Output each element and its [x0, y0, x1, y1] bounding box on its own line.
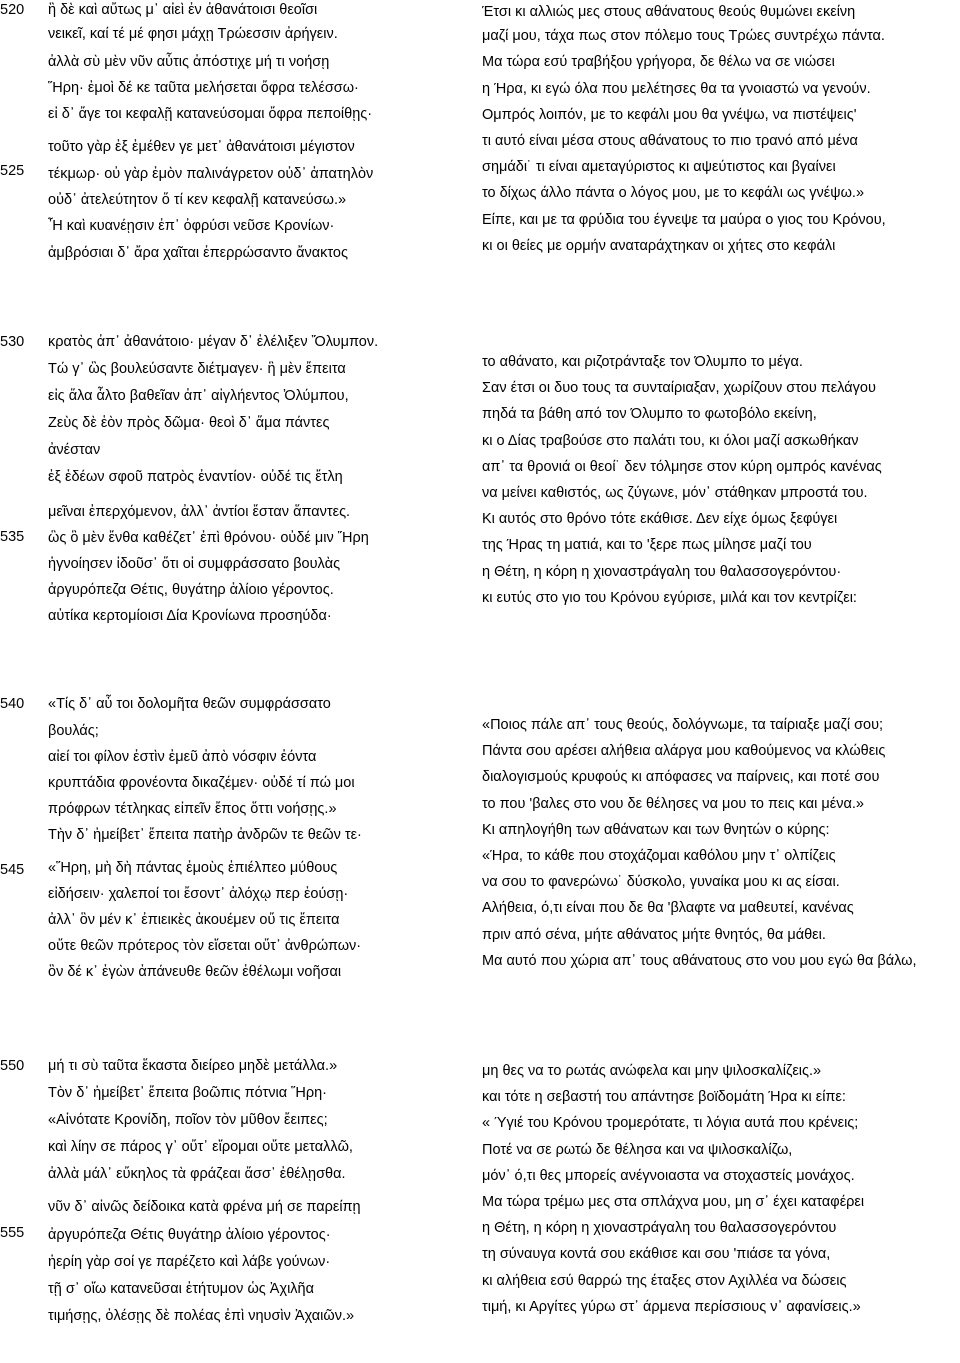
greek-line: τιμήσῃς, ὀλέσῃς δὲ πολέας ἐπὶ νηυσὶν Ἀχαιῶν.»: [48, 1307, 355, 1324]
modern-line: το αθάνατο, και ριζοτράνταξε τον Όλυμπο το μέγα.: [482, 354, 803, 370]
modern-line: Μα τώρα εσύ τραβήξου γρήγορα, δε θέλω να σε νιώσει: [482, 54, 835, 71]
greek-line: ἐξ ἑδέων σφοῦ πατρὸς ἐναντίον· οὐδέ τις ἔτλη: [48, 469, 343, 486]
modern-line: κι ο Δίας τραβούσε στο παλάτι του, κι όλοι μαζί ασκωθήκαν: [482, 432, 859, 449]
greek-line: Τὸν δ᾽ ἠμείβετ᾽ ἔπειτα βοῶπις πότνια Ἥρη·: [48, 1085, 328, 1102]
greek-line: μή τι σὺ ταῦτα ἕκαστα διείρεο μηδὲ μετάλλα.»: [48, 1058, 338, 1074]
modern-line: Κι απηλογήθη των αθάνατων και των θνητών ο κύρης:: [482, 821, 830, 838]
modern-line: τι αυτό είναι μέσα στους αθάνατους το πιο τρανό από μένα: [482, 133, 858, 150]
greek-line: Τὴν δ᾽ ἠμείβετ᾽ ἔπειτα πατὴρ ἀνδρῶν τε θεῶν τε·: [48, 827, 362, 844]
line-number-550: 550: [0, 1058, 25, 1074]
modern-line: Είπε, και με τα φρύδια του έγνεψε τα μαύρα ο γιος του Κρόνου,: [482, 211, 886, 228]
modern-line: «Ποιος πάλε απ᾽ τους θεούς, δολόγνωμε, τα ταίριαξε μαζί σου;: [482, 717, 884, 733]
greek-line: ἀλλὰ σὺ μὲν νῦν αὖτις ἀπόστιχε μή τι νοήσῃ: [48, 54, 330, 71]
modern-line: πηδά τα βάθη από τον Όλυμπο το φωτοβόλο εκείνη,: [482, 406, 817, 423]
modern-line: πριν από σένα, μήτε αθάνατος μήτε θνητός, θα μάθει.: [482, 926, 826, 943]
line-number-530: 530: [0, 334, 25, 350]
modern-line: Πάντα σου αρέσει αλήθεια αλάργα μου καθούμενος να κλώθεις: [482, 743, 886, 760]
modern-line: το που 'βαλες στο νου δε θέλησες να μου το πεις και μένα.»: [482, 795, 864, 812]
modern-line: Μα τώρα τρέμω μες στα σπλάχνα μου, μη σ᾽ έχει καταφέρει: [482, 1194, 865, 1211]
modern-line: «Ήρα, το κάθε που στοχάζομαι καθόλου μην τ᾽ ολπίζεις: [482, 848, 836, 865]
greek-line: αὐτίκα κερτομίοισι Δία Κρονίωνα προσηύδα·: [48, 607, 332, 624]
modern-line: Σαν έτσι οι δυο τους τα συνταίριαξαν, χωρίζουν στου πελάγου: [482, 380, 876, 397]
greek-line: ἀργυρόπεζα Θέτις, θυγάτηρ ἁλίοιο γέροντος.: [48, 581, 334, 598]
modern-line: « Ύγιέ του Κρόνου τρομερότατε, τι λόγια αυτά που κρένεις;: [482, 1115, 859, 1132]
modern-line: κι αλήθεια εσύ θαρρώ της έταξες στον Αχιλλέα να δώσεις: [482, 1272, 847, 1289]
greek-line: Ἥρη· ἐμοὶ δέ κε ταῦτα μελήσεται ὄφρα τελέσσω·: [48, 80, 359, 97]
modern-line: Αλήθεια, ό,τι είναι που δε θα 'βλαφτε να μαθευτεί, κανένας: [482, 900, 854, 917]
modern-line: μόν᾽ ό,τι θες μπορείς ανέγνοιαστα να στοχαστείς μονάχος.: [482, 1167, 855, 1184]
greek-line: ὣς ὃ μὲν ἔνθα καθέζετ᾽ ἐπὶ θρόνου· οὐδέ μιν Ἥρη: [48, 529, 369, 546]
line-number-535: 535: [0, 529, 25, 545]
modern-line: κι ευτύς στο γιο του Κρόνου εγύρισε, μιλά και τον κεντρίζει:: [482, 589, 857, 606]
greek-line: βουλάς;: [48, 723, 99, 740]
greek-line: ἀλλ᾽ ὃν μέν κ᾽ ἐπιεικὲς ἀκουέμεν οὔ τις ἔπειτα: [48, 911, 340, 928]
modern-line: και τότε η σεβαστή του απάντησε βοϊδομάτη Ήρα κι είπε:: [482, 1089, 846, 1106]
greek-line: Τώ γ᾽ ὣς βουλεύσαντε διέτμαγεν· ἣ μὲν ἔπειτα: [48, 361, 346, 378]
modern-line: μη θες να τo ρωτάς ανώφελα και μην ψιλοσκαλίζεις.»: [482, 1063, 822, 1079]
greek-line: Ζεὺς δὲ ἑὸν πρὸς δῶμα· θεοὶ δ᾽ ἅμα πάντες: [48, 415, 330, 432]
modern-line: τιμή, κι Αργίτες γύρω στ᾽ άρμενα περίσσιους ν᾽ αφανίσεις.»: [482, 1298, 861, 1315]
modern-line: μαζί μου, τάχα πως στον πόλεμο τους Τρώες συντρέχω πάντα.: [482, 28, 885, 45]
modern-line: σημάδι˙ τι είναι αμεταγύριστος κι αψεύτιστος και βγαίνει: [482, 159, 836, 176]
greek-text: [48, 0, 458, 265]
modern-line: της Ήρας τη ματιά, και το 'ξερε πως μίλησε μαζί του: [482, 537, 812, 554]
greek-line: τοῦτο γὰρ ἐξ ἐμέθεν γε μετ᾽ ἀθανάτοισι μέγιστον: [48, 139, 355, 156]
modern-line: Μα αυτό που χώρια απ᾽ τους αθάνατους στο νου μου εγώ θα βάλω,: [482, 952, 917, 969]
modern-line: Έτσι κι αλλιώς μες στους αθάνατους θεούς θυμώνει εκείνη: [482, 4, 856, 20]
greek-line: εἰ δ᾽ ἄγε τοι κεφαλῇ κατανεύσομαι ὄφρα πεποίθῃς·: [48, 106, 373, 123]
greek-line: οὐδ᾽ ἀτελεύτητον ὅ τί κεν κεφαλῇ κατανεύσω.»: [48, 191, 347, 208]
greek-line: ἣ δὲ καὶ αὔτως μ᾽ αἰεὶ ἐν ἀθανάτοισι θεοῖσι: [48, 2, 318, 18]
greek-line: ἀργυρόπεζα Θέτις θυγάτηρ ἁλίοιο γέροντος·: [48, 1226, 331, 1243]
greek-line: ἠγνοίησεν ἰδοῦσ᾽ ὅτι οἱ συμφράσσατο βουλὰς: [48, 555, 341, 572]
greek-line: αἰεί τοι φίλον ἐστὶν ἐμεῦ ἀπὸ νόσφιν ἐόντα: [48, 749, 317, 766]
modern-line: κι οι θείες με ορμήν αναταράχτηκαν οι χήτες στο κεφάλι: [482, 237, 836, 254]
greek-line: ὃν δέ κ᾽ ἐγὼν ἀπάνευθε θεῶν ἐθέλωμι νοῆσαι: [48, 963, 342, 980]
greek-text: [48, 330, 458, 628]
greek-line: ἀνέσταν: [48, 442, 101, 459]
line-number-555: 555: [0, 1225, 25, 1241]
modern-greek-text: [482, 350, 960, 610]
greek-line: ἀμβρόσιαι δ᾽ ἄρα χαῖται ἐπερρώσαντο ἄνακτος: [48, 244, 348, 261]
greek-line: νεικεῖ, καί τέ μέ φησι μάχῃ Τρώεσσιν ἀρήγειν.: [48, 26, 338, 43]
greek-line: κρατὸς ἀπ᾽ ἀθανάτοιο· μέγαν δ᾽ ἐλέλιξεν Ὄλυμπον.: [48, 334, 379, 350]
modern-line: Ομπρός λοιπόν, με το κεφάλι μου θα γνέψω, να πιστέψεις': [482, 106, 857, 123]
modern-line: τη σύναυγα κοντά σου εκάθισε και σου 'πιάσε τα γόνα,: [482, 1246, 831, 1263]
greek-text: [48, 692, 458, 984]
modern-greek-text: [482, 0, 960, 258]
line-number-545: 545: [0, 862, 25, 878]
greek-line: ἀλλὰ μάλ᾽ εὔκηλος τὰ φράζεαι ἅσσ᾽ ἐθέλῃσθα.: [48, 1166, 346, 1183]
greek-line: Ἦ καὶ κυανέῃσιν ἐπ᾽ ὀφρύσι νεῦσε Κρονίων·: [48, 217, 335, 234]
greek-line: μεῖναι ἐπερχόμενον, ἀλλ᾽ ἀντίοι ἔσταν ἅπαντες.: [48, 503, 351, 520]
modern-line: να σου το φανερώνω˙ δύσκολο, γυναίκα μου κι ας είσαι.: [482, 874, 840, 891]
greek-line: «Ἥρη, μὴ δὴ πάντας ἐμοὺς ἐπιέλπεο μύθους: [48, 859, 338, 876]
modern-line: απ᾽ τα θρονιά οι θεοί˙ δεν τόλμησε στον κύρη ομπρός κανένας: [482, 458, 882, 475]
greek-line: οὔτε θεῶν πρότερος τὸν εἴσεται οὔτ᾽ ἀνθρώπων·: [48, 937, 362, 954]
greek-line: εἰδήσειν· χαλεποί τοι ἔσοντ᾽ ἀλόχῳ περ ἐούσῃ·: [48, 885, 349, 902]
greek-line: ἠερίη γὰρ σοί γε παρέζετο καὶ λάβε γούνων·: [48, 1253, 331, 1270]
modern-line: το δίχως άλλο πάντα ο λόγος μου, με το κεφάλι ως γνέψω.»: [482, 185, 865, 202]
greek-line: καὶ λίην σε πάρος γ᾽ οὔτ᾽ εἴρομαι οὔτε μεταλλῶ,: [48, 1139, 353, 1156]
greek-line: τέκμωρ· οὐ γὰρ ἐμὸν παλινάγρετον οὐδ᾽ ἀπατηλὸν: [48, 165, 374, 182]
greek-line: νῦν δ᾽ αἰνῶς δείδοικα κατὰ φρένα μή σε παρείπῃ: [48, 1199, 361, 1216]
greek-text: [48, 1054, 458, 1328]
modern-line: Ποτέ να σε ρωτώ δε θέλησα και να ψιλοσκαλίζω,: [482, 1141, 793, 1158]
modern-line: η Θέτη, η κόρη η χιοναστράγαλη του θαλασσογερόντου·: [482, 563, 842, 580]
modern-greek-text: [482, 713, 960, 973]
modern-line: η Ήρα, κι εγώ όλα που μελέτησες θα τα γνοιαστώ να γενούν.: [482, 80, 871, 97]
modern-greek-text: [482, 1059, 960, 1319]
line-number-540: 540: [0, 696, 25, 712]
line-number-525: 525: [0, 163, 25, 179]
line-number-520: 520: [0, 2, 25, 18]
greek-line: «Αἰνότατε Κρονίδη, ποῖον τὸν μῦθον ἔειπες;: [48, 1112, 328, 1129]
greek-line: «Τίς δ᾽ αὖ τοι δολομῆτα θεῶν συμφράσσατο: [48, 696, 331, 712]
modern-line: να μείνει καθιστός, ως ζύγωνε, μόν᾽ στάθηκαν μπροστά του.: [482, 485, 868, 502]
greek-line: εἰς ἅλα ἆλτο βαθεῖαν ἀπ᾽ αἰγλήεντος Ὀλύμπου,: [48, 388, 349, 405]
greek-line: κρυπτάδια φρονέοντα δικαζέμεν· οὐδέ τί πώ μοι: [48, 775, 355, 792]
modern-line: η Θέτη, η κόρη η χιοναστράγαλη του θαλασσογερόντου: [482, 1220, 837, 1237]
greek-line: πρόφρων τέτληκας εἰπεῖν ἔπος ὅττι νοήσῃς.»: [48, 801, 337, 818]
modern-line: διαλογισμούς κρυφούς κι απόφασες να παίρνεις, και ποτέ σου: [482, 769, 880, 786]
greek-line: τῇ σ᾽ οἴω κατανεῦσαι ἐτήτυμον ὡς Ἀχιλῆα: [48, 1280, 314, 1297]
modern-line: Κι αυτός στο θρόνο τότε εκάθισε. Δεν είχε όμως ξεφύγει: [482, 511, 838, 528]
